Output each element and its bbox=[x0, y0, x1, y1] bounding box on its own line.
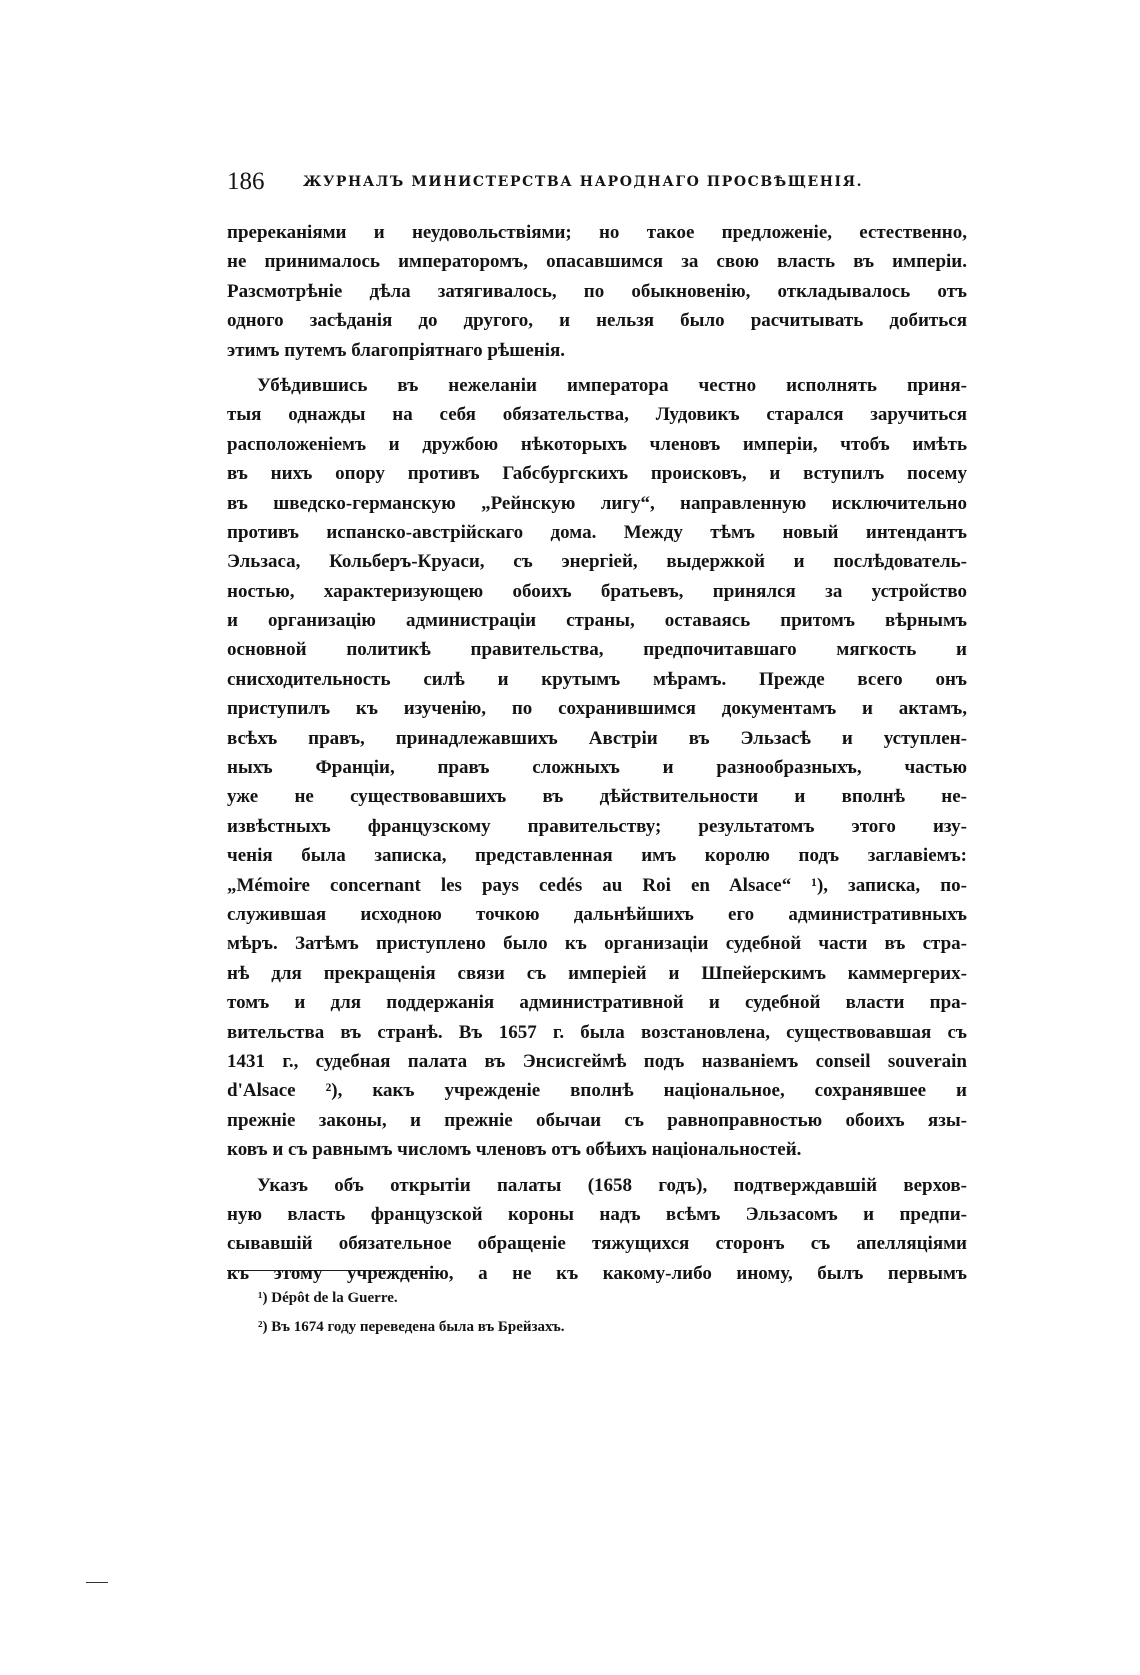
text-line: ную власть французской короны надъ всѣмъ Эльзасомъ и предпи- bbox=[227, 1203, 967, 1225]
text-line: основной политикѣ правительства, предпочитавшаго мягкость и bbox=[227, 639, 967, 661]
text-line: сывавшій обязательное обращеніе тяжущихся сторонъ съ апелляціями bbox=[227, 1233, 967, 1255]
page-number: 186 bbox=[227, 168, 265, 195]
text-line: къ этому учрежденію, а не къ какому-либо иному, былъ первымъ bbox=[227, 1262, 967, 1284]
text-line: и организацію администраціи страны, оставаясь притомъ вѣрнымъ bbox=[227, 610, 967, 632]
text-line: одного засѣданія до другого, и нельзя было расчитывать добиться bbox=[227, 310, 967, 332]
text-line: нѣ для прекращенія связи съ имперіей и Шпейерскимъ каммергерих- bbox=[227, 962, 967, 984]
text-line: приступилъ къ изученію, по сохранившимся документамъ и актамъ, bbox=[227, 698, 967, 720]
text-line: 1431 г., судебная палата въ Энсисгеймѣ подъ названіемъ conseil souverain bbox=[227, 1050, 967, 1072]
text-line: томъ и для поддержанія административной и судебной власти пра- bbox=[227, 992, 967, 1014]
text-line: Разсмотрѣніе дѣла затягивалось, по обыкновенію, откладывалось отъ bbox=[227, 280, 967, 302]
text-line: въ нихъ опору противъ Габсбургскихъ происковъ, и вступилъ посему bbox=[227, 463, 967, 485]
text-line: „Mémoire concernant les pays cedés au Roi en Alsace“ ¹), записка, по- bbox=[227, 874, 967, 896]
text-line: мѣръ. Затѣмъ приступлено было къ организаціи судебной части въ стра- bbox=[227, 933, 967, 955]
paragraph-start-line: Убѣдившись въ нежеланіи императора честно исполнять приня- bbox=[257, 374, 967, 396]
text-line: ченія была записка, представленная имъ королю подъ заглавіемъ: bbox=[227, 845, 967, 867]
footnote-1: ¹) Dépôt de la Guerre. bbox=[258, 1290, 398, 1306]
text-line: снисходительность силѣ и крутымъ мѣрамъ. Прежде всего онъ bbox=[227, 668, 967, 690]
text-line: не принималось императоромъ, опасавшимся за свою власть въ имперіи. bbox=[227, 251, 967, 273]
journal-title: ЖУРНАЛЪ МИНИСТЕРСТВА НАРОДНАГО ПРОСВѢЩЕНІЯ. bbox=[303, 174, 864, 190]
text-line: въ шведско-германскую „Рейнскую лигу“, направленную исключительно bbox=[227, 492, 967, 514]
text-line: d'Alsace ²), какъ учрежденіе вполнѣ національное, сохранявшее и bbox=[227, 1080, 967, 1102]
text-line: ныхъ Франціи, правъ сложныхъ и разнообразныхъ, частью bbox=[227, 757, 967, 779]
text-line: этимъ путемъ благопріятнаго рѣшенія. bbox=[227, 339, 566, 361]
text-line: противъ испанско-австрійскаго дома. Между тѣмъ новый интендантъ bbox=[227, 521, 967, 543]
footnote-divider bbox=[227, 1270, 437, 1271]
footnote-2: ²) Въ 1674 году переведена была въ Брейзахъ. bbox=[258, 1319, 565, 1335]
paragraph-start-line: Указъ объ открытіи палаты (1658 годъ), подтверждавшій верхов- bbox=[257, 1174, 967, 1196]
text-line: уже не существовавшихъ въ дѣйствительности и вполнѣ не- bbox=[227, 786, 967, 808]
text-line: служившая исходною точкою дальнѣйшихъ его административныхъ bbox=[227, 903, 967, 925]
text-line: извѣстныхъ французскому правительству; результатомъ этого изу- bbox=[227, 815, 967, 837]
margin-mark bbox=[86, 1582, 108, 1583]
body-text bbox=[227, 218, 967, 1288]
text-line: вительства въ странѣ. Въ 1657 г. была возстановлена, существовавшая съ bbox=[227, 1021, 967, 1043]
text-line: пререканіями и неудовольствіями; но такое предложеніе, естественно, bbox=[227, 222, 967, 243]
running-head bbox=[227, 166, 967, 198]
text-line: расположеніемъ и дружбою нѣкоторыхъ членовъ имперіи, чтобъ имѣть bbox=[227, 433, 967, 455]
text-line: ностью, характеризующею обоихъ братьевъ, принялся за устройство bbox=[227, 580, 967, 602]
text-line: прежніе законы, и прежніе обычаи съ равноправностью обоихъ язы- bbox=[227, 1109, 967, 1131]
text-line: ковъ и съ равнымъ числомъ членовъ отъ обѣихъ національностей. bbox=[227, 1139, 802, 1161]
text-line: Эльзаса, Кольберъ-Круаси, съ энергіей, выдержкой и послѣдователь- bbox=[227, 551, 967, 573]
footnotes bbox=[258, 1284, 958, 1342]
text-line: всѣхъ правъ, принадлежавшихъ Австріи въ Эльзасѣ и уступлен- bbox=[227, 727, 967, 749]
text-line: тыя однажды на себя обязательства, Лудовикъ старался заручиться bbox=[227, 404, 967, 426]
